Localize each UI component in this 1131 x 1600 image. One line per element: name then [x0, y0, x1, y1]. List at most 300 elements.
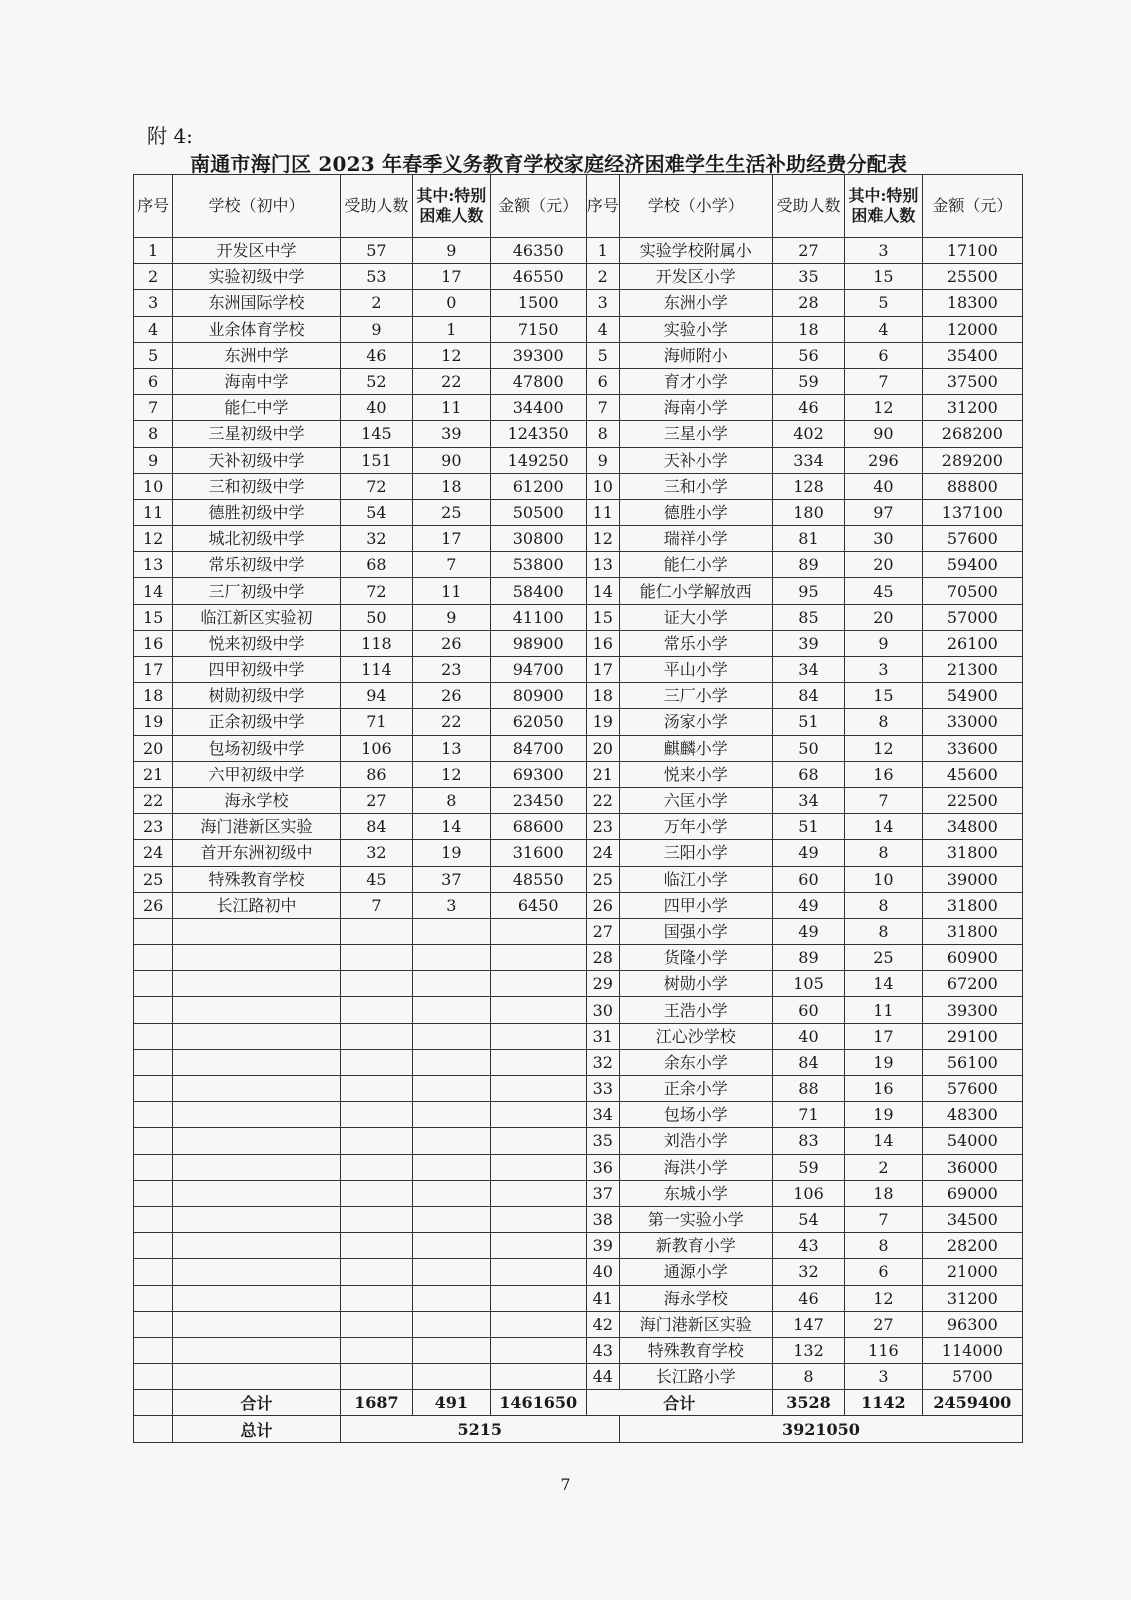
primary-school-cell: 海永学校 — [619, 1285, 772, 1311]
subtotal-primary-amount: 2459400 — [922, 1390, 1022, 1416]
middle-school-cell: 三厂初级中学 — [173, 578, 340, 604]
primary-amount-cell: 25500 — [922, 264, 1022, 290]
table-row — [134, 290, 1023, 316]
primary-amount-cell: 28200 — [922, 1233, 1022, 1259]
middle-seq-cell — [134, 1128, 173, 1154]
primary-seq-cell: 25 — [586, 866, 619, 892]
table-row — [134, 1259, 1023, 1285]
primary-school-cell: 悦来小学 — [619, 761, 772, 787]
middle-school-cell — [173, 1364, 340, 1390]
middle-amount-cell: 62050 — [490, 709, 586, 735]
primary-seq-cell: 32 — [586, 1049, 619, 1075]
middle-seq-cell: 14 — [134, 578, 173, 604]
primary-aided-cell: 28 — [772, 290, 844, 316]
primary-amount-cell: 26100 — [922, 630, 1022, 656]
table-row — [134, 997, 1023, 1023]
primary-school-cell: 王浩小学 — [619, 997, 772, 1023]
primary-amount-cell: 21300 — [922, 657, 1022, 683]
middle-seq-cell: 5 — [134, 342, 173, 368]
grand-total-cell — [134, 1416, 173, 1443]
middle-seq-cell: 3 — [134, 290, 173, 316]
primary-amount-cell: 31800 — [922, 918, 1022, 944]
subtotal-label-primary: 合计 — [586, 1390, 772, 1416]
primary-school-cell: 国强小学 — [619, 918, 772, 944]
middle-seq-cell — [134, 997, 173, 1023]
primary-seq-cell: 19 — [586, 709, 619, 735]
middle-seq-cell — [134, 1364, 173, 1390]
primary-seq-cell: 1 — [586, 238, 619, 264]
primary-amount-cell: 54000 — [922, 1128, 1022, 1154]
primary-special-cell: 6 — [845, 1259, 923, 1285]
primary-special-cell: 14 — [845, 814, 923, 840]
middle-school-cell: 海永学校 — [173, 787, 340, 813]
middle-aided-cell — [340, 1023, 412, 1049]
table-row — [134, 499, 1023, 525]
middle-amount-cell — [490, 1337, 586, 1363]
primary-school-cell: 刘浩小学 — [619, 1128, 772, 1154]
middle-aided-cell: 94 — [340, 683, 412, 709]
middle-aided-cell — [340, 1128, 412, 1154]
middle-aided-cell — [340, 997, 412, 1023]
middle-aided-cell: 27 — [340, 787, 412, 813]
middle-special-cell: 25 — [413, 499, 491, 525]
primary-aided-cell: 59 — [772, 368, 844, 394]
middle-special-cell: 7 — [413, 552, 491, 578]
primary-school-cell: 能仁小学 — [619, 552, 772, 578]
primary-amount-cell: 56100 — [922, 1049, 1022, 1075]
primary-seq-cell: 22 — [586, 787, 619, 813]
primary-amount-cell: 34500 — [922, 1206, 1022, 1232]
primary-special-cell: 3 — [845, 238, 923, 264]
subtotal-primary-special: 1142 — [845, 1390, 923, 1416]
middle-aided-cell — [340, 1049, 412, 1075]
middle-amount-cell: 61200 — [490, 473, 586, 499]
primary-amount-cell: 33000 — [922, 709, 1022, 735]
middle-seq-cell: 10 — [134, 473, 173, 499]
primary-special-cell: 2 — [845, 1154, 923, 1180]
primary-aided-cell: 49 — [772, 892, 844, 918]
middle-special-cell: 8 — [413, 787, 491, 813]
middle-amount-cell — [490, 1049, 586, 1075]
primary-aided-cell: 46 — [772, 395, 844, 421]
primary-aided-cell: 334 — [772, 447, 844, 473]
primary-amount-cell: 36000 — [922, 1154, 1022, 1180]
middle-seq-cell: 22 — [134, 787, 173, 813]
primary-special-cell: 19 — [845, 1102, 923, 1128]
middle-amount-cell: 53800 — [490, 552, 586, 578]
middle-school-cell: 长江路初中 — [173, 892, 340, 918]
middle-special-cell: 0 — [413, 290, 491, 316]
primary-aided-cell: 84 — [772, 683, 844, 709]
middle-seq-cell: 7 — [134, 395, 173, 421]
primary-special-cell: 7 — [845, 787, 923, 813]
primary-seq-cell: 15 — [586, 604, 619, 630]
middle-seq-cell — [134, 1285, 173, 1311]
middle-special-cell: 14 — [413, 814, 491, 840]
primary-special-cell: 3 — [845, 657, 923, 683]
middle-amount-cell — [490, 1102, 586, 1128]
table-row — [134, 735, 1023, 761]
middle-amount-cell: 41100 — [490, 604, 586, 630]
primary-amount-cell: 35400 — [922, 342, 1022, 368]
primary-amount-cell: 268200 — [922, 421, 1022, 447]
middle-school-cell: 悦来初级中学 — [173, 630, 340, 656]
primary-aided-cell: 89 — [772, 552, 844, 578]
middle-seq-cell: 17 — [134, 657, 173, 683]
primary-seq-cell: 30 — [586, 997, 619, 1023]
middle-aided-cell: 50 — [340, 604, 412, 630]
middle-aided-cell — [340, 1206, 412, 1232]
middle-special-cell — [413, 1233, 491, 1259]
grand-total-people: 5215 — [340, 1416, 619, 1443]
middle-special-cell: 26 — [413, 683, 491, 709]
grand-total-row — [134, 1416, 1023, 1443]
middle-special-cell: 37 — [413, 866, 491, 892]
middle-aided-cell — [340, 1076, 412, 1102]
table-row — [134, 709, 1023, 735]
table-row — [134, 552, 1023, 578]
primary-amount-cell: 12000 — [922, 316, 1022, 342]
middle-amount-cell: 6450 — [490, 892, 586, 918]
middle-school-cell: 能仁中学 — [173, 395, 340, 421]
primary-amount-cell: 34800 — [922, 814, 1022, 840]
table-row — [134, 787, 1023, 813]
middle-school-cell — [173, 1337, 340, 1363]
middle-aided-cell: 46 — [340, 342, 412, 368]
primary-special-cell: 3 — [845, 1364, 923, 1390]
middle-amount-cell — [490, 945, 586, 971]
primary-school-cell: 开发区小学 — [619, 264, 772, 290]
table-row — [134, 1337, 1023, 1363]
primary-school-cell: 常乐小学 — [619, 630, 772, 656]
primary-special-cell: 97 — [845, 499, 923, 525]
table-row — [134, 1364, 1023, 1390]
middle-aided-cell: 68 — [340, 552, 412, 578]
middle-amount-cell: 1500 — [490, 290, 586, 316]
primary-school-cell: 能仁小学解放西 — [619, 578, 772, 604]
primary-amount-cell: 57000 — [922, 604, 1022, 630]
middle-amount-cell: 46350 — [490, 238, 586, 264]
middle-school-cell: 德胜初级中学 — [173, 499, 340, 525]
primary-seq-cell: 21 — [586, 761, 619, 787]
attachment-label: 附 4: — [147, 124, 193, 148]
middle-special-cell: 22 — [413, 368, 491, 394]
middle-seq-cell: 4 — [134, 316, 173, 342]
primary-aided-cell: 402 — [772, 421, 844, 447]
middle-amount-cell — [490, 1233, 586, 1259]
table-row — [134, 657, 1023, 683]
primary-aided-cell: 83 — [772, 1128, 844, 1154]
primary-amount-cell: 31800 — [922, 840, 1022, 866]
primary-special-cell: 40 — [845, 473, 923, 499]
table-row — [134, 421, 1023, 447]
primary-school-cell: 余东小学 — [619, 1049, 772, 1075]
subtotal-middle-aided: 1687 — [340, 1390, 412, 1416]
middle-aided-cell: 40 — [340, 395, 412, 421]
middle-special-cell — [413, 1128, 491, 1154]
primary-school-cell: 天补小学 — [619, 447, 772, 473]
middle-seq-cell: 26 — [134, 892, 173, 918]
middle-seq-cell: 15 — [134, 604, 173, 630]
primary-seq-cell: 20 — [586, 735, 619, 761]
primary-special-cell: 5 — [845, 290, 923, 316]
primary-school-cell: 江心沙学校 — [619, 1023, 772, 1049]
primary-school-cell: 海门港新区实验 — [619, 1311, 772, 1337]
header-amount: 金额（元） — [490, 175, 586, 238]
middle-amount-cell — [490, 1076, 586, 1102]
table-row — [134, 447, 1023, 473]
primary-aided-cell: 51 — [772, 709, 844, 735]
table-row — [134, 473, 1023, 499]
middle-amount-cell: 80900 — [490, 683, 586, 709]
middle-school-cell: 临江新区实验初 — [173, 604, 340, 630]
primary-school-cell: 临江小学 — [619, 866, 772, 892]
middle-school-cell — [173, 1102, 340, 1128]
middle-aided-cell — [340, 1259, 412, 1285]
primary-seq-cell: 12 — [586, 526, 619, 552]
primary-special-cell: 11 — [845, 997, 923, 1023]
middle-school-cell — [173, 1206, 340, 1232]
primary-school-cell: 海洪小学 — [619, 1154, 772, 1180]
header-special2: 其中:特别困难人数 — [845, 175, 923, 238]
middle-school-cell: 东洲国际学校 — [173, 290, 340, 316]
table-body — [134, 238, 1023, 1390]
primary-amount-cell: 5700 — [922, 1364, 1022, 1390]
primary-seq-cell: 13 — [586, 552, 619, 578]
primary-special-cell: 45 — [845, 578, 923, 604]
middle-amount-cell — [490, 1259, 586, 1285]
table-row — [134, 1206, 1023, 1232]
middle-seq-cell: 23 — [134, 814, 173, 840]
middle-seq-cell — [134, 945, 173, 971]
middle-amount-cell: 50500 — [490, 499, 586, 525]
middle-special-cell — [413, 1285, 491, 1311]
middle-amount-cell: 47800 — [490, 368, 586, 394]
middle-school-cell — [173, 1023, 340, 1049]
primary-aided-cell: 60 — [772, 866, 844, 892]
primary-seq-cell: 23 — [586, 814, 619, 840]
middle-special-cell: 39 — [413, 421, 491, 447]
middle-aided-cell — [340, 971, 412, 997]
primary-school-cell: 新教育小学 — [619, 1233, 772, 1259]
primary-aided-cell: 54 — [772, 1206, 844, 1232]
middle-aided-cell — [340, 1364, 412, 1390]
middle-special-cell — [413, 1102, 491, 1128]
primary-amount-cell: 60900 — [922, 945, 1022, 971]
middle-special-cell: 23 — [413, 657, 491, 683]
primary-aided-cell: 128 — [772, 473, 844, 499]
middle-aided-cell — [340, 1311, 412, 1337]
middle-aided-cell — [340, 1337, 412, 1363]
primary-school-cell: 平山小学 — [619, 657, 772, 683]
primary-aided-cell: 18 — [772, 316, 844, 342]
middle-aided-cell: 32 — [340, 840, 412, 866]
middle-seq-cell: 21 — [134, 761, 173, 787]
subtotal-middle-amount: 1461650 — [490, 1390, 586, 1416]
middle-special-cell: 22 — [413, 709, 491, 735]
table-row — [134, 342, 1023, 368]
primary-seq-cell: 37 — [586, 1180, 619, 1206]
middle-amount-cell: 98900 — [490, 630, 586, 656]
primary-aided-cell: 71 — [772, 1102, 844, 1128]
middle-special-cell — [413, 1206, 491, 1232]
primary-aided-cell: 68 — [772, 761, 844, 787]
middle-aided-cell: 84 — [340, 814, 412, 840]
middle-aided-cell: 106 — [340, 735, 412, 761]
middle-special-cell: 13 — [413, 735, 491, 761]
middle-aided-cell: 53 — [340, 264, 412, 290]
primary-special-cell: 14 — [845, 971, 923, 997]
primary-aided-cell: 39 — [772, 630, 844, 656]
primary-special-cell: 20 — [845, 552, 923, 578]
primary-special-cell: 116 — [845, 1337, 923, 1363]
subtotal-row — [134, 1390, 1023, 1416]
primary-special-cell: 20 — [845, 604, 923, 630]
middle-amount-cell — [490, 997, 586, 1023]
primary-seq-cell: 9 — [586, 447, 619, 473]
middle-special-cell — [413, 1180, 491, 1206]
table-row — [134, 1023, 1023, 1049]
middle-special-cell: 90 — [413, 447, 491, 473]
primary-school-cell: 万年小学 — [619, 814, 772, 840]
middle-special-cell: 12 — [413, 342, 491, 368]
middle-school-cell — [173, 1128, 340, 1154]
primary-school-cell: 三厂小学 — [619, 683, 772, 709]
table-row — [134, 1233, 1023, 1259]
middle-aided-cell: 2 — [340, 290, 412, 316]
middle-seq-cell — [134, 1180, 173, 1206]
primary-aided-cell: 85 — [772, 604, 844, 630]
middle-seq-cell: 8 — [134, 421, 173, 447]
middle-amount-cell — [490, 918, 586, 944]
middle-school-cell: 东洲中学 — [173, 342, 340, 368]
primary-aided-cell: 40 — [772, 1023, 844, 1049]
middle-special-cell — [413, 1154, 491, 1180]
middle-aided-cell — [340, 1233, 412, 1259]
primary-seq-cell: 36 — [586, 1154, 619, 1180]
middle-school-cell: 常乐初级中学 — [173, 552, 340, 578]
middle-seq-cell — [134, 1154, 173, 1180]
primary-amount-cell: 59400 — [922, 552, 1022, 578]
primary-amount-cell: 137100 — [922, 499, 1022, 525]
middle-school-cell — [173, 1180, 340, 1206]
middle-school-cell: 包场初级中学 — [173, 735, 340, 761]
middle-special-cell — [413, 1023, 491, 1049]
middle-school-cell: 海门港新区实验 — [173, 814, 340, 840]
primary-aided-cell: 59 — [772, 1154, 844, 1180]
primary-school-cell: 汤家小学 — [619, 709, 772, 735]
primary-school-cell: 麒麟小学 — [619, 735, 772, 761]
table-row — [134, 1049, 1023, 1075]
primary-aided-cell: 27 — [772, 238, 844, 264]
middle-aided-cell: 57 — [340, 238, 412, 264]
allocation-table — [133, 174, 1023, 1443]
primary-amount-cell: 67200 — [922, 971, 1022, 997]
middle-seq-cell — [134, 1049, 173, 1075]
subtotal-label: 合计 — [173, 1390, 340, 1416]
middle-amount-cell: 31600 — [490, 840, 586, 866]
primary-amount-cell: 57600 — [922, 526, 1022, 552]
primary-school-cell: 包场小学 — [619, 1102, 772, 1128]
primary-school-cell: 四甲小学 — [619, 892, 772, 918]
primary-special-cell: 296 — [845, 447, 923, 473]
middle-seq-cell: 9 — [134, 447, 173, 473]
table-row — [134, 368, 1023, 394]
middle-school-cell — [173, 997, 340, 1023]
middle-aided-cell — [340, 1180, 412, 1206]
primary-seq-cell: 43 — [586, 1337, 619, 1363]
header-seq: 序号 — [134, 175, 173, 238]
middle-special-cell — [413, 1076, 491, 1102]
primary-amount-cell: 69000 — [922, 1180, 1022, 1206]
middle-aided-cell: 86 — [340, 761, 412, 787]
primary-aided-cell: 84 — [772, 1049, 844, 1075]
table-row — [134, 1128, 1023, 1154]
primary-seq-cell: 40 — [586, 1259, 619, 1285]
primary-seq-cell: 24 — [586, 840, 619, 866]
table-row — [134, 840, 1023, 866]
primary-special-cell: 9 — [845, 630, 923, 656]
middle-amount-cell — [490, 1154, 586, 1180]
primary-school-cell: 货隆小学 — [619, 945, 772, 971]
middle-aided-cell: 54 — [340, 499, 412, 525]
middle-aided-cell: 72 — [340, 578, 412, 604]
primary-special-cell: 16 — [845, 761, 923, 787]
middle-amount-cell: 23450 — [490, 787, 586, 813]
middle-amount-cell — [490, 1364, 586, 1390]
middle-seq-cell — [134, 1206, 173, 1232]
middle-seq-cell: 19 — [134, 709, 173, 735]
middle-amount-cell: 149250 — [490, 447, 586, 473]
middle-school-cell: 海南中学 — [173, 368, 340, 394]
middle-seq-cell: 25 — [134, 866, 173, 892]
table-row — [134, 814, 1023, 840]
middle-aided-cell: 45 — [340, 866, 412, 892]
primary-aided-cell: 32 — [772, 1259, 844, 1285]
table-row — [134, 971, 1023, 997]
primary-seq-cell: 2 — [586, 264, 619, 290]
primary-amount-cell: 39000 — [922, 866, 1022, 892]
primary-amount-cell: 29100 — [922, 1023, 1022, 1049]
middle-amount-cell: 48550 — [490, 866, 586, 892]
subtotal-cell — [134, 1390, 173, 1416]
middle-school-cell: 三星初级中学 — [173, 421, 340, 447]
primary-special-cell: 17 — [845, 1023, 923, 1049]
middle-special-cell: 17 — [413, 264, 491, 290]
middle-amount-cell: 94700 — [490, 657, 586, 683]
primary-seq-cell: 44 — [586, 1364, 619, 1390]
primary-seq-cell: 26 — [586, 892, 619, 918]
primary-school-cell: 实验小学 — [619, 316, 772, 342]
middle-special-cell: 3 — [413, 892, 491, 918]
middle-amount-cell: 46550 — [490, 264, 586, 290]
middle-seq-cell — [134, 1259, 173, 1285]
middle-school-cell: 四甲初级中学 — [173, 657, 340, 683]
primary-school-cell: 海南小学 — [619, 395, 772, 421]
middle-school-cell — [173, 1311, 340, 1337]
primary-aided-cell: 35 — [772, 264, 844, 290]
middle-seq-cell: 6 — [134, 368, 173, 394]
table-row — [134, 238, 1023, 264]
middle-seq-cell — [134, 918, 173, 944]
primary-special-cell: 7 — [845, 368, 923, 394]
middle-special-cell — [413, 1049, 491, 1075]
subtotal-primary-aided: 3528 — [772, 1390, 844, 1416]
middle-aided-cell — [340, 918, 412, 944]
primary-school-cell: 正余小学 — [619, 1076, 772, 1102]
middle-school-cell: 六甲初级中学 — [173, 761, 340, 787]
primary-aided-cell: 106 — [772, 1180, 844, 1206]
